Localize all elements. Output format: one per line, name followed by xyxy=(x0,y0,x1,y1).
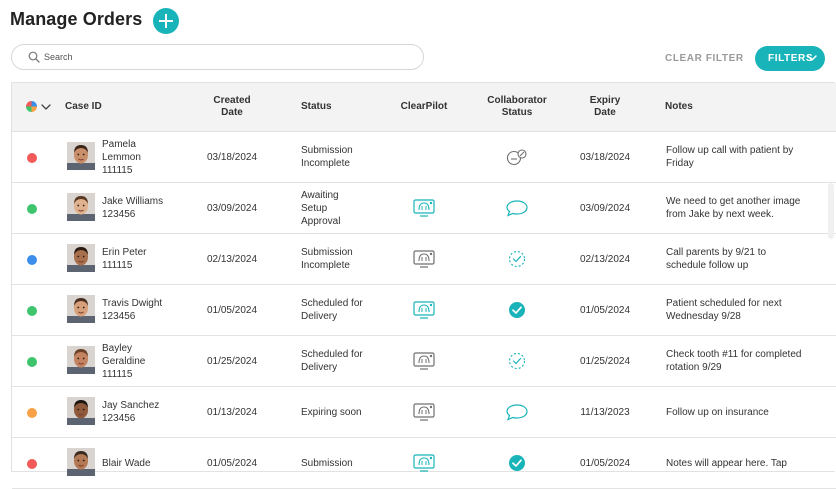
status-dot xyxy=(27,459,37,469)
created-date: 01/05/2024 xyxy=(206,304,258,316)
patient-name-line: 123456 xyxy=(102,209,136,220)
order-status xyxy=(301,246,391,272)
patient-name[interactable] xyxy=(102,342,192,381)
notes-line: Check tooth #11 for completed xyxy=(666,349,802,360)
order-status-line: Submission xyxy=(301,247,353,258)
notes-line: Follow up on insurance xyxy=(666,406,769,418)
patient-name-line: Bayley xyxy=(102,342,133,354)
notes[interactable] xyxy=(666,348,826,374)
clearpilot-icon[interactable] xyxy=(413,199,435,222)
created-date: 03/18/2024 xyxy=(206,151,258,163)
clearpilot-icon[interactable] xyxy=(413,301,435,324)
patient-name[interactable] xyxy=(102,195,192,221)
table-row[interactable] xyxy=(12,183,836,234)
status-dot xyxy=(27,204,37,214)
patient-name[interactable] xyxy=(102,399,192,425)
order-status xyxy=(301,189,391,228)
expiry-date: 03/18/2024 xyxy=(579,151,631,163)
add-order-button[interactable] xyxy=(153,8,179,34)
expiry-date: 11/13/2023 xyxy=(580,406,630,418)
notes-line: Wednesday 9/28 xyxy=(666,311,741,322)
header-expiry-date[interactable] xyxy=(575,95,635,119)
table-row[interactable] xyxy=(12,336,836,387)
order-status-line: Submission xyxy=(301,145,353,156)
notes-line: Call parents by 9/21 to xyxy=(666,247,767,258)
chevron-down-icon xyxy=(807,55,817,62)
notes[interactable] xyxy=(666,406,826,419)
patient-name-line: Jay Sanchez xyxy=(102,400,160,411)
header-status[interactable]: Status xyxy=(301,101,332,112)
status-dot xyxy=(27,357,37,367)
collaborator-status-icon[interactable] xyxy=(505,403,529,426)
avatar xyxy=(67,448,95,476)
expiry-date: 03/09/2024 xyxy=(579,202,631,214)
header-clearpilot[interactable]: ClearPilot xyxy=(400,101,448,112)
order-status xyxy=(301,144,391,170)
clearpilot-icon[interactable] xyxy=(413,403,435,426)
patient-name-line: Lemmon xyxy=(102,151,141,163)
order-status-line: Delivery xyxy=(301,362,338,373)
header-collab-line1: Collaborator xyxy=(487,95,547,106)
patient-name-line: Pamela xyxy=(102,138,136,150)
patient-name-line: Geraldine xyxy=(102,355,146,367)
search-bar[interactable] xyxy=(11,44,424,70)
collaborator-status-icon[interactable] xyxy=(508,352,526,375)
notes-line: schedule follow up xyxy=(666,260,749,271)
header-created-date[interactable] xyxy=(202,95,262,119)
order-status-line: Incomplete xyxy=(301,260,350,271)
created-date: 01/05/2024 xyxy=(206,457,258,469)
status-dot xyxy=(27,408,37,418)
table-row[interactable] xyxy=(12,234,836,285)
order-status xyxy=(301,406,391,419)
patient-name[interactable] xyxy=(102,138,192,177)
notes-line: Follow up call with patient by xyxy=(666,145,794,156)
notes[interactable] xyxy=(666,246,826,272)
expiry-date: 01/05/2024 xyxy=(579,457,631,469)
color-sort-toggle[interactable] xyxy=(26,101,52,113)
patient-name[interactable] xyxy=(102,246,192,272)
header-collab-line2: Status xyxy=(501,107,533,118)
header-notes[interactable]: Notes xyxy=(665,101,693,112)
order-status-line: Expiring soon xyxy=(301,406,362,418)
avatar xyxy=(67,244,95,272)
notes-line: rotation 9/29 xyxy=(666,362,722,373)
collaborator-status-icon[interactable] xyxy=(505,148,529,171)
status-dot xyxy=(27,153,37,163)
order-status-line: Scheduled for xyxy=(301,298,363,309)
order-status-line: Delivery xyxy=(301,311,338,322)
avatar xyxy=(67,193,95,221)
avatar xyxy=(67,142,95,170)
clearpilot-icon[interactable] xyxy=(413,454,435,477)
notes-line: We need to get another image xyxy=(666,196,801,207)
patient-name[interactable] xyxy=(102,457,192,470)
search-input[interactable] xyxy=(44,48,414,66)
table-header xyxy=(12,83,836,132)
status-dot xyxy=(27,255,37,265)
avatar xyxy=(67,295,95,323)
header-created-line2: Date xyxy=(221,107,243,118)
created-date: 01/13/2024 xyxy=(206,406,258,418)
notes[interactable] xyxy=(666,195,826,221)
clear-filter-button[interactable]: CLEAR FILTER xyxy=(665,53,744,64)
order-status xyxy=(301,297,391,323)
patient-name-line: 111115 xyxy=(102,260,133,271)
header-expiry-line2: Date xyxy=(594,107,616,118)
order-status xyxy=(301,348,391,374)
header-case-id[interactable]: Case ID xyxy=(65,101,102,112)
patient-name-line: 123456 xyxy=(102,413,136,424)
avatar xyxy=(67,397,95,425)
order-status-line: Approval xyxy=(301,215,341,227)
collaborator-status-icon[interactable] xyxy=(505,199,529,222)
patient-name-line: 123456 xyxy=(102,311,136,322)
order-status-line: Submission xyxy=(301,457,353,469)
order-status xyxy=(301,457,391,470)
table-row[interactable] xyxy=(12,285,836,336)
table-row[interactable] xyxy=(12,387,836,438)
header-collaborator-status[interactable] xyxy=(474,95,560,119)
table-row[interactable] xyxy=(12,132,836,183)
notes-line: Friday xyxy=(666,158,694,169)
expiry-date: 01/25/2024 xyxy=(579,355,631,367)
order-status-line: Awaiting xyxy=(301,189,339,201)
notes-line: Patient scheduled for next xyxy=(666,298,782,309)
clearpilot-icon[interactable] xyxy=(413,352,435,375)
collaborator-status-icon[interactable] xyxy=(508,454,526,477)
created-date: 02/13/2024 xyxy=(206,253,258,265)
table-row[interactable] xyxy=(12,438,836,489)
patient-name-line: Travis Dwight xyxy=(102,298,163,309)
header-expiry-line1: Expiry xyxy=(589,95,621,106)
collaborator-status-icon[interactable] xyxy=(508,301,526,324)
patient-name-line: Jake Williams xyxy=(102,196,164,207)
created-date: 03/09/2024 xyxy=(206,202,258,214)
clearpilot-icon[interactable] xyxy=(413,250,435,273)
header-created-line1: Created xyxy=(213,95,251,106)
notes[interactable] xyxy=(666,297,826,323)
orders-table xyxy=(11,82,835,472)
avatar xyxy=(67,346,95,374)
expiry-date: 01/05/2024 xyxy=(579,304,631,316)
filters-button[interactable] xyxy=(755,46,825,71)
status-dot xyxy=(27,306,37,316)
patient-name-line: 111115 xyxy=(102,164,133,176)
pie-icon xyxy=(26,101,37,112)
page-title: Manage Orders xyxy=(10,9,143,29)
created-date: 01/25/2024 xyxy=(206,355,258,367)
notes[interactable] xyxy=(666,144,826,170)
search-icon xyxy=(28,51,40,63)
patient-name[interactable] xyxy=(102,297,192,323)
chevron-down-icon xyxy=(41,104,51,111)
order-status-line: Incomplete xyxy=(301,158,350,169)
patient-name-line: 111115 xyxy=(102,368,133,380)
filters-label: FILTERS xyxy=(768,53,814,64)
scrollbar[interactable] xyxy=(828,183,834,239)
patient-name-line: Blair Wade xyxy=(102,457,151,469)
expiry-date: 02/13/2024 xyxy=(579,253,631,265)
notes-line: Notes will appear here. Tap xyxy=(666,457,787,469)
patient-name-line: Erin Peter xyxy=(102,247,147,258)
order-status-line: Scheduled for xyxy=(301,349,363,360)
notes-line: from Jake by next week. xyxy=(666,209,774,220)
collaborator-status-icon[interactable] xyxy=(508,250,526,273)
order-status-line: Setup xyxy=(301,202,328,214)
notes[interactable] xyxy=(666,457,826,470)
